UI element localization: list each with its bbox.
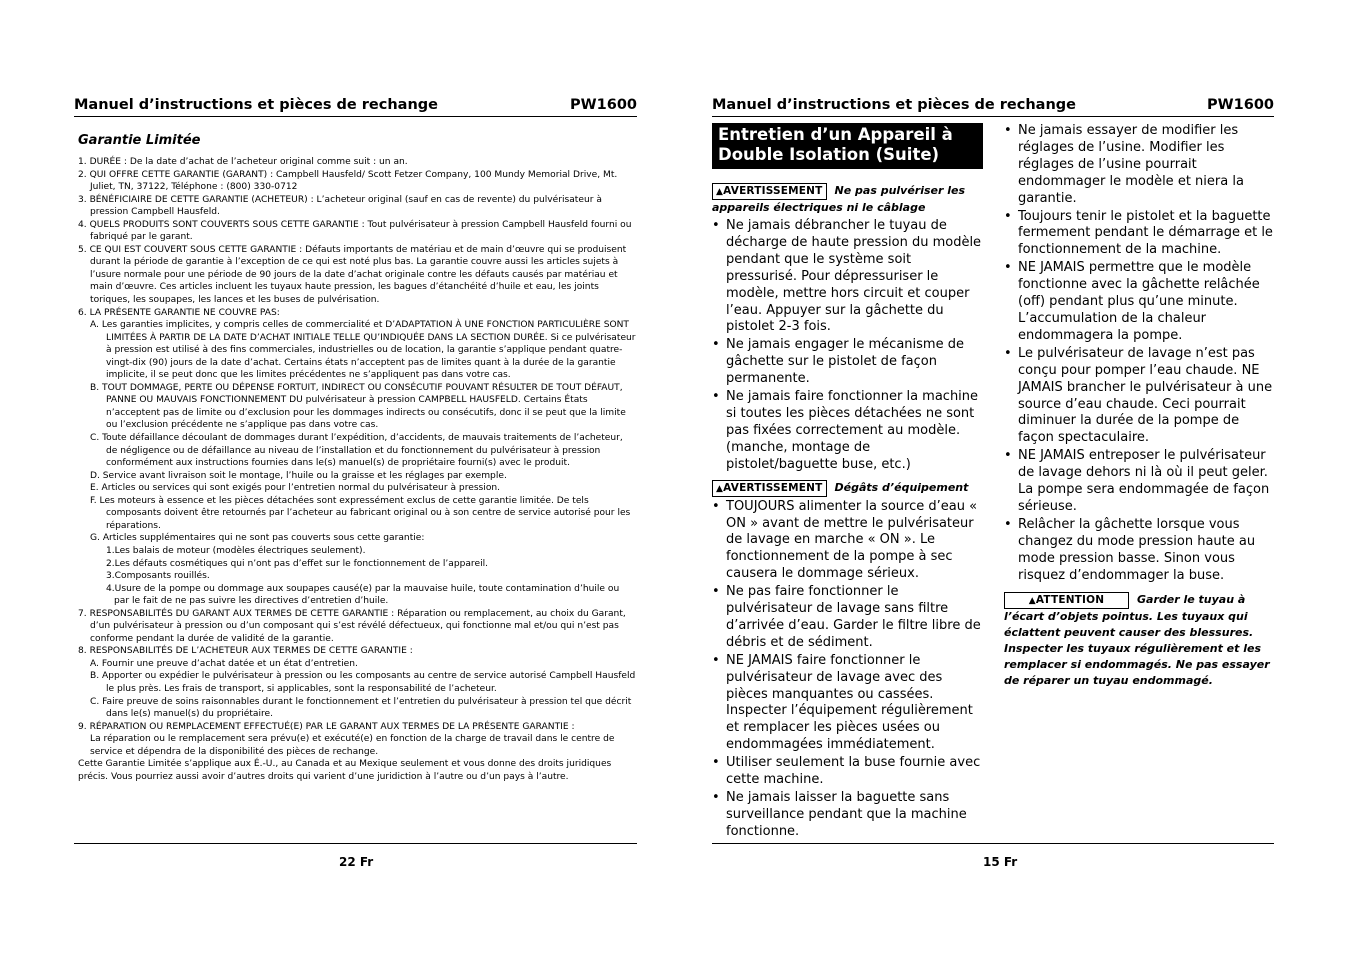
warning-2 [712, 480, 983, 497]
warranty-line: 4. QUELS PRODUITS SONT COUVERTS SOUS CETTE GARANTIE : Tout pulvérisateur à pression Campbell Hausfeld fourni ou fabriqué par le garant. [78, 219, 632, 243]
left-header-model: PW1600 [570, 97, 637, 113]
warranty-line: 3. BÉNÉFICIAIRE DE CETTE GARANTIE (ACHETEUR) : L’acheteur original (sauf en cas de revente) du pulvérisateur à pression Campbell Hausfeld. [78, 194, 602, 218]
right-column-1 [712, 123, 983, 843]
warning-2-text: Dégâts d’équipement [834, 480, 969, 494]
warranty-line: A. Les garanties implicites, y compris celles de commercialité et D’ADAPTATION À UNE FONCTION PARTICULIÈRE SONT LIMITÉES À PARTIR DE LA DATE D’ACHAT INITIALE TELLE QU’INDIQUÉE DANS LA SECTION DURÉE. Si ce pulvérisateur à pression est utilisé à des fins commerciales, industrielles ou de location, la garantie s’applique pendant quatre-vingt-dix (90) jours de la date d’achat. Certains états n’acceptent pas de limites quant à la durée de la garantie implicite, il se peut donc que les limites précédentes ne s’appliquent pas dans votre cas. [90, 320, 636, 381]
warranty-line: 6. LA PRÉSENTE GARANTIE NE COUVRE PAS: [78, 307, 280, 318]
warranty-line: 7. RESPONSABILITÉS DU GARANT AUX TERMES DE CETTE GARANTIE : Réparation ou remplacement, au choix du Garant, d’un pulvérisateur à pression ou d’un composant qui s’est révélé défectueux, qui fonctionne mal et/ou qui n’est pas conforme pendant la durée de validité de la garantie. [78, 608, 626, 644]
warranty-line: La réparation ou le remplacement sera prévu(e) et exécuté(e) en fonction de la charge de travail dans le centre de service et dépendra de la disponibilité des pièces de rechange. [90, 734, 615, 757]
bullet-list-3 [1004, 123, 1274, 584]
warranty-text [78, 156, 637, 783]
warranty-line: B. Apporter ou expédier le pulvérisateur à pression ou les composants au centre de service autorisé Campbell Hausfeld le plus près. Les frais de transport, si applicables, sont la responsabilité de l’acheteur. [90, 671, 636, 694]
section-title: Entretien d’un Appareil à Double Isolation (Suite) [712, 123, 983, 169]
warning-triangle-icon: ▲ [716, 187, 724, 197]
attention-badge [1004, 592, 1129, 609]
right-column-2 [1004, 123, 1274, 843]
bullet-item: • Le pulvérisateur de lavage n’est pas conçu pour pomper l’eau chaude. NE JAMAIS brancher le pulvérisateur à une source d’eau chaude. Ceci pourrait diminuer la durée de la pompe de façon spectaculaire. [1004, 346, 1274, 447]
bullet-item: • Ne jamais laisser la baguette sans surveillance pendant que la machine fonctionne. [712, 790, 983, 841]
warranty-line: G. Articles supplémentaires qui ne sont pas couverts sous cette garantie: [90, 533, 425, 544]
bullet-item: • NE JAMAIS permettre que le modèle fonctionne avec la gâchette relâchée (off) pendant plus qu’une minute. L’accumulation de la chaleur endommagera la pompe. [1004, 260, 1274, 345]
left-header [74, 97, 637, 117]
left-page-number: 22 Fr [339, 855, 374, 869]
left-page [74, 97, 637, 783]
warranty-line: F. Les moteurs à essence et les pièces détachées sont expressément exclus de cette garantie limitée. De tels composants doivent être retournés par l’acheteur au fabricant original ou à son centre de service autorisé pour les réparations. [90, 495, 631, 531]
warranty-line: A. Fournir une preuve d’achat datée et un état d’entretien. [90, 658, 358, 669]
warranty-line: 8. RESPONSABILITÉS DE L’ACHETEUR AUX TERMES DE CETTE GARANTIE : [78, 646, 413, 657]
warning-triangle-icon: ▲ [1028, 596, 1036, 607]
bullet-list-1 [712, 218, 983, 474]
bullet-item: • Relâcher la gâchette lorsque vous changez du mode pression haute au mode pression basse. Sinon vous risquez d’endommager la buse. [1004, 517, 1274, 585]
bullet-item: • Utiliser seulement la buse fournie avec cette machine. [712, 755, 983, 789]
attention-block [1004, 592, 1274, 689]
warning-badge-1 [712, 183, 827, 200]
right-header-title: Manuel d’instructions et pièces de rechange [712, 97, 1076, 113]
warranty-line: 3.Composants rouillés. [106, 571, 210, 582]
warning-1-label: AVERTISSEMENT [723, 185, 823, 197]
right-page [712, 97, 1274, 843]
warning-triangle-icon: ▲ [716, 483, 724, 494]
warranty-line: 2. QUI OFFRE CETTE GARANTIE (GARANT) : Campbell Hausfeld/ Scott Fetzer Company, 100 Mundy Memorial Drive, Mt. Juliet, TN, 37122, Téléphone : (800) 330-0712 [78, 169, 618, 193]
bullet-list-2 [712, 499, 983, 841]
warning-1-text: Ne pas pulvériser les appareils électriques ni le câblage [712, 184, 966, 214]
warranty-line: 5. CE QUI EST COUVERT SOUS CETTE GARANTIE : Défauts importants de matériau et de main d’œuvre qui se produisent durant la période de garantie à l’exception de ce qui est noté plus bas. La garantie couvre aussi les articles sujets à l’usure normale pour une période de 90 jours de la date d’achat originale contre les défauts causés par matériau et main d’œuvre. Ces articles incluent les tuyaux haute pression, les bagues d’étanchéité d’huile et eau, les joints toriques, les soupapes, les lances et les buses de pulvérisation. [78, 244, 627, 306]
warranty-line: B. TOUT DOMMAGE, PERTE OU DÉPENSE FORTUIT, INDIRECT OU CONSÉCUTIF POUVANT RÉSULTER DE TOUT DÉFAUT, PANNE OU MAUVAIS FONCTIONNEMENT DU pulvérisateur à pression CAMPBELL HAUSFELD. Certains États n’acceptent pas de limite ou d’exclusion pour les dommages indirects ou consécutifs, donc il se peut que la limite ou l’exclusion précédente ne s’applique pas dans votre cas. [90, 382, 626, 431]
warranty-line: C. Faire preuve de soins raisonnables durant le fonctionnement et l’entretien du pulvérisateur à pression tel que décrit dans le(s) manuel(s) du propriétaire. [90, 696, 632, 720]
bullet-item: • TOUJOURS alimenter la source d’eau « ON » avant de mettre le pulvérisateur de lavage en marche « ON ». Le fonctionnement de la pompe à sec causera le dommage sérieux. [712, 499, 983, 584]
warning-badge-2 [712, 480, 827, 497]
warranty-line: 4.Usure de la pompe ou dommage aux soupapes causé(e) par la mauvaise huile, toute contamination d’huile ou par le fait de ne pas suivre les directives d’entretien d’huile. [106, 583, 620, 607]
right-page-number: 15 Fr [983, 855, 1018, 869]
bullet-item: • Ne jamais essayer de modifier les réglages de l’usine. Modifier les réglages de l’usine pourrait endommager le modèle et niera la garantie. [1004, 123, 1274, 208]
warranty-line: C. Toute défaillance découlant de dommages durant l’expédition, d’accidents, de mauvais traitements de l’acheteur, de négligence ou de défaillance au niveau de l’installation et du fonctionnement du pulvérisateur à pression conformément aux instructions fournies dans le(s) manuel(s) de propriétaire fourni(s) avec le produit. [90, 433, 623, 469]
attention-label: ATTENTION [1035, 594, 1105, 607]
warning-2-label: AVERTISSEMENT [723, 481, 823, 494]
right-header-model: PW1600 [1207, 97, 1274, 113]
bullet-item: • NE JAMAIS faire fonctionner le pulvérisateur de lavage avec des pièces manquantes ou cassées. Inspecter l’équipement régulièrement et remplacer les pièces usées ou endommagées immédiatement. [712, 653, 983, 754]
warranty-line: 9. RÉPARATION OU REMPLACEMENT EFFECTUÉ(E) PAR LE GARANT AUX TERMES DE LA PRÉSENTE GARANTIE : [78, 721, 575, 732]
right-header [712, 97, 1274, 117]
attention-text: Garder le tuyau à l’écart d’objets pointus. Les tuyaux qui éclattent peuvent causer des blessures. Inspecter les tuyaux régulièrement et les remplacer si endommagés. Ne pas essayer de réparer un tuyau endommagé. [1004, 593, 1270, 688]
warranty-line: E. Articles ou services qui sont exigés pour l’entretien normal du pulvérisateur à pression. [90, 483, 501, 494]
left-header-title: Manuel d’instructions et pièces de rechange [74, 97, 438, 113]
bullet-item: • Ne jamais faire fonctionner la machine si toutes les pièces détachées ne sont pas fixées correctement au modèle. (manche, montage de pistolet/baguette buse, etc.) [712, 389, 983, 474]
bullet-item: • Ne jamais débrancher le tuyau de décharge de haute pression du modèle pendant que le système soit pressurisé. Pour dépressuriser le modèle, mettre hors circuit et couper l’eau. Appuyer sur la gâchette du pistolet 2-3 fois. [712, 218, 983, 336]
warranty-line: Cette Garantie Limitée s’applique aux É.-U., au Canada et au Mexique seulement et vous donne des droits juridiques précis. Vous pourriez aussi avoir d’autres droits qui varient d’une juridiction à l’autre ou d’un pays à l’autre. [78, 759, 612, 782]
bullet-item: • Toujours tenir le pistolet et la baguette fermement pendant le démarrage et le fonctionnement de la machine. [1004, 209, 1274, 260]
left-footer-rule [74, 843, 637, 844]
warranty-line: 2.Les défauts cosmétiques qui n’ont pas d’effet sur le fonctionnement de l’appareil. [106, 558, 489, 569]
warranty-line: D. Service avant livraison soit le montage, l’huile ou la graisse et les réglages par exemple. [90, 470, 507, 481]
bullet-item: • NE JAMAIS entreposer le pulvérisateur de lavage dehors ni là où il peut geler. La pompe sera endommagée de façon sérieuse. [1004, 448, 1274, 516]
right-footer-rule [712, 843, 1274, 844]
bullet-item: • Ne jamais engager le mécanisme de gâchette sur le pistolet de façon permanente. [712, 337, 983, 388]
warranty-title: Garantie Limitée [78, 133, 201, 148]
bullet-item: • Ne pas faire fonctionner le pulvérisateur de lavage sans filtre d’arrivée d’eau. Garder le filtre libre de débris et de sédiment. [712, 584, 983, 652]
warranty-line: 1.Les balais de moteur (modèles électriques seulement). [106, 545, 366, 556]
warranty-line: 1. DURÉE : De la date d’achat de l’acheteur original comme suit : un an. [78, 157, 408, 167]
warning-1 [712, 183, 983, 216]
